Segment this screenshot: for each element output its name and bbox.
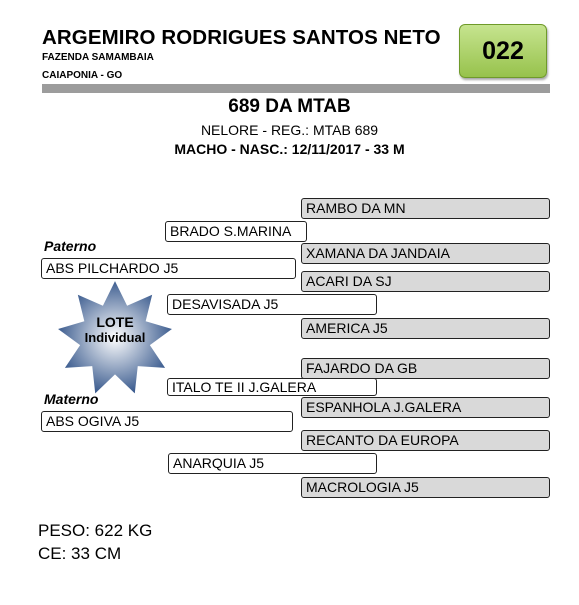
weight-value: PESO: 622 KG [38, 521, 153, 540]
pedigree-dam-dam-dam: MACROLOGIA J5 [301, 477, 550, 498]
pedigree-sire-dam-sire: ACARI DA SJ [301, 271, 550, 292]
pedigree-sire-sire-sire: RAMBO DA MN [301, 198, 550, 219]
pedigree-dam-sire-dam: ESPANHOLA J.GALERA [301, 397, 550, 418]
paterno-label: Paterno [44, 238, 97, 254]
star-badge-text [56, 314, 174, 345]
pedigree-dam-dam-sire: RECANTO DA EUROPA [301, 430, 550, 451]
materno-label: Materno [44, 391, 99, 407]
pedigree-sire-sire-dam: XAMANA DA JANDAIA [301, 243, 550, 264]
header-divider [42, 84, 550, 93]
farm-name: FAZENDA SAMAMBAIA [42, 52, 154, 63]
pedigree-sire: ABS PILCHARDO J5 [41, 258, 296, 279]
animal-name: 689 DA MTAB [228, 96, 351, 117]
pedigree-sire-dam-dam: AMERICA J5 [301, 318, 550, 339]
lot-number-badge: 022 [459, 24, 547, 78]
star-badge-line1: LOTE [96, 314, 134, 330]
star-badge-line2: Individual [84, 330, 146, 345]
location: CAIAPONIA - GO [42, 70, 123, 81]
owner-name: ARGEMIRO RODRIGUES SANTOS NETO [42, 26, 441, 49]
pedigree-dam-dam: ANARQUIA J5 [168, 453, 377, 474]
scrotal-circumference: CE: 33 CM [38, 544, 122, 563]
pedigree-dam-sire: ITALO TE II J.GALERA [167, 378, 377, 396]
pedigree-dam: ABS OGIVA J5 [41, 411, 293, 432]
sex-birth-age: MACHO - NASC.: 12/11/2017 - 33 M [174, 141, 405, 157]
pedigree-sire-dam: DESAVISADA J5 [167, 294, 377, 315]
pedigree-dam-sire-sire: FAJARDO DA GB [301, 358, 550, 379]
pedigree-sire-sire: BRADO S.MARINA [165, 221, 307, 242]
breed-registration: NELORE - REG.: MTAB 689 [200, 122, 379, 138]
